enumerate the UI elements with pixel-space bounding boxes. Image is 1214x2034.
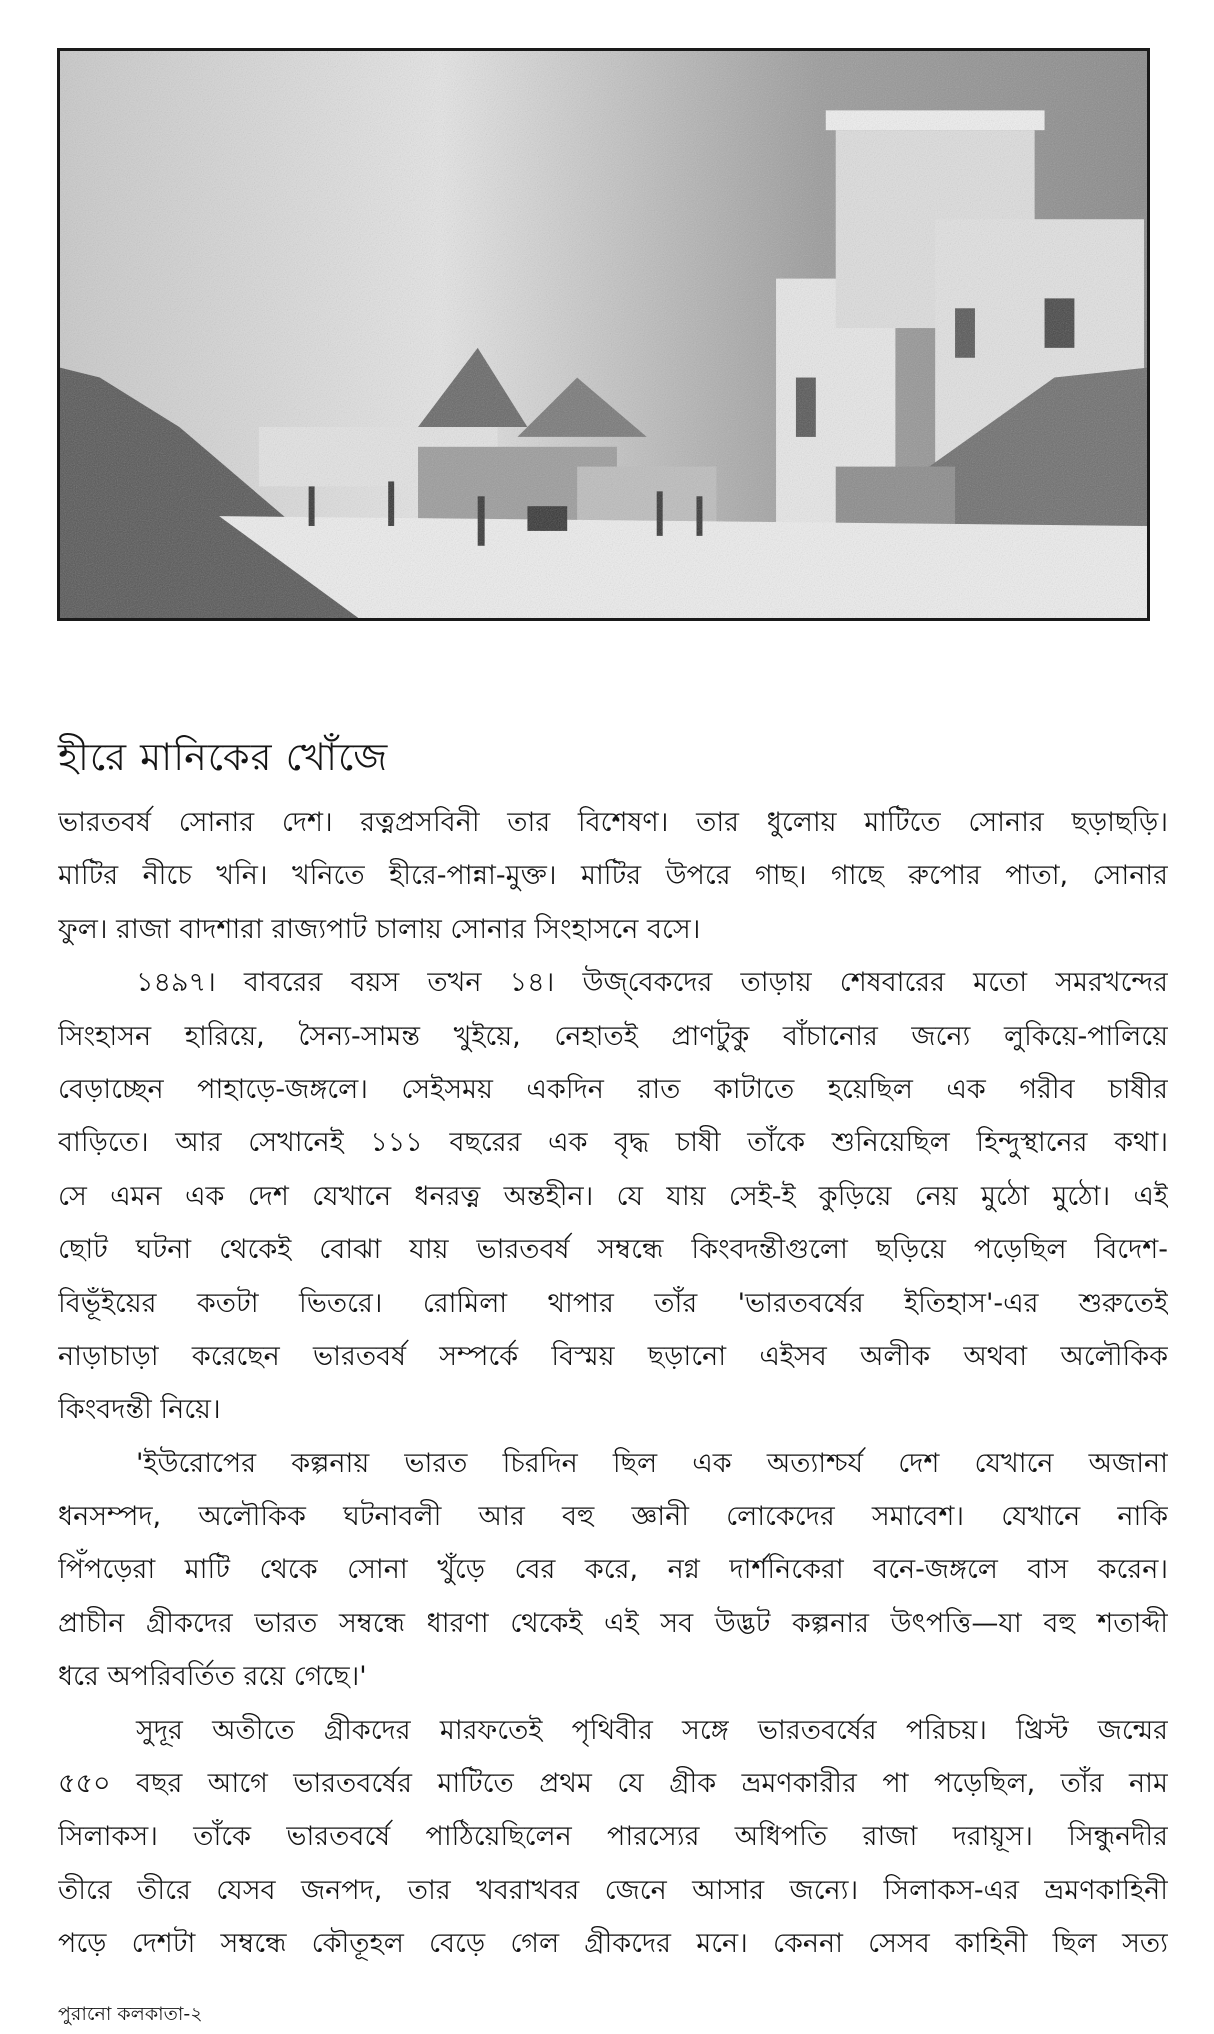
- text-line: ৫৫০ বছর আগে ভারতবর্ষের মাটিতে প্রথম যে গ্রীক ভ্রমণকারীর পা পড়েছিল, তাঁর নাম: [58, 1768, 1168, 1800]
- old-calcutta-street-engraving: [60, 51, 1147, 618]
- text-line: কিংবদন্তী নিয়ে।: [58, 1394, 221, 1426]
- text-line: বাড়িতে। আর সেখানেই ১১১ বছরের এক বৃদ্ধ চাষী তাঁকে শুনিয়েছিল হিন্দুস্থানের কথা।: [58, 1127, 1168, 1159]
- text-line: মাটির নীচে খনি। খনিতে হীরে-পান্না-মুক্ত। মাটির উপরে গাছ। গাছে রুপোর পাতা, সোনার: [58, 860, 1168, 892]
- text-line: পড়ে দেশটা সম্বন্ধে কৌতূহল বেড়ে গেল গ্রীকদের মনে। কেননা সেসব কাহিনী ছিল সত্য: [58, 1928, 1168, 1960]
- text-line: ধনসম্পদ, অলৌকিক ঘটনাবলী আর বহু জ্ঞানী লোকেদের সমাবেশ। যেখানে নাকি: [58, 1501, 1168, 1533]
- text-line: সিলাকস। তাঁকে ভারতবর্ষে পাঠিয়েছিলেন পারস্যের অধিপতি রাজা দরায়ূস। সিন্ধুনদীর: [58, 1821, 1168, 1853]
- text-line: ছোট ঘটনা থেকেই বোঝা যায় ভারতবর্ষ সম্বন্ধে কিংবদন্তীগুলো ছড়িয়ে পড়েছিল বিদেশ-: [58, 1234, 1168, 1266]
- text-line: ফুল। রাজা বাদশারা রাজ্যপাট চালায় সোনার সিংহাসনে বসে।: [58, 913, 701, 945]
- text-line: ১৪৯৭। বাবরের বয়স তখন ১৪। উজ্‌বেকদের তাড়ায় শেষবারের মতো সমরখন্দের: [136, 967, 1168, 999]
- text-line: সিংহাসন হারিয়ে, সৈন্য-সামন্ত খুইয়ে, নেহাতই প্রাণটুকু বাঁচানোর জন্যে লুকিয়ে-পালিয়ে: [58, 1020, 1168, 1052]
- text-line: সে এমন এক দেশ যেখানে ধনরত্ন অন্তহীন। যে যায় সেই-ই কুড়িয়ে নেয় মুঠো মুঠো। এই: [58, 1180, 1168, 1212]
- text-line: বেড়াচ্ছেন পাহাড়ে-জঙ্গলে। সেইসময় একদিন রাত কাটাতে হয়েছিল এক গরীব চাষীর: [58, 1073, 1168, 1105]
- text-line: তীরে তীরে যেসব জনপদ, তার খবরাখবর জেনে আসার জন্যে। সিলাকস-এর ভ্রমণকাহিনী: [58, 1874, 1168, 1906]
- text-line: বিভূঁইয়ের কতটা ভিতরে। রোমিলা থাপার তাঁর 'ভারতবর্ষের ইতিহাস'-এর শুরুতেই: [58, 1287, 1168, 1319]
- paragraph: [58, 1704, 1168, 1971]
- text-line: পিঁপড়েরা মাটি থেকে সোনা খুঁড়ে বের করে, নগ্ন দার্শনিকেরা বনে-জঙ্গলে বাস করেন।: [58, 1554, 1168, 1586]
- text-line: সুদূর অতীতে গ্রীকদের মারফতেই পৃথিবীর সঙ্গে ভারতবর্ষের পরিচয়। খ্রিস্ট জন্মের: [136, 1714, 1168, 1746]
- page-footer-signature: পুরানো কলকাতা-২: [58, 2003, 203, 2025]
- text-line: নাড়াচাড়া করেছেন ভারতবর্ষ সম্পর্কে বিস্ময় ছড়ানো এইসব অলীক অথবা অলৌকিক: [58, 1340, 1168, 1372]
- paragraph: [58, 956, 1168, 1437]
- chapter-title: হীরে মানিকের খোঁজে: [58, 735, 389, 779]
- street-scene-illustration: [57, 48, 1150, 621]
- text-line: ধরে অপরিবর্তিত রয়ে গেছে।': [58, 1661, 367, 1693]
- text-line: 'ইউরোপের কল্পনায় ভারত চিরদিন ছিল এক অত্যাশ্চর্য দেশ যেখানে অজানা: [136, 1447, 1168, 1479]
- paragraph: [58, 1437, 1168, 1704]
- body-text: [58, 796, 1168, 1971]
- paragraph: [58, 796, 1168, 956]
- text-line: ভারতবর্ষ সোনার দেশ। রত্নপ্রসবিনী তার বিশেষণ। তার ধুলোয় মাটিতে সোনার ছড়াছড়ি।: [58, 807, 1168, 838]
- text-line: প্রাচীন গ্রীকদের ভারত সম্বন্ধে ধারণা থেকেই এই সব উদ্ভট কল্পনার উৎপত্তি—যা বহু শতাব্দী: [58, 1607, 1168, 1639]
